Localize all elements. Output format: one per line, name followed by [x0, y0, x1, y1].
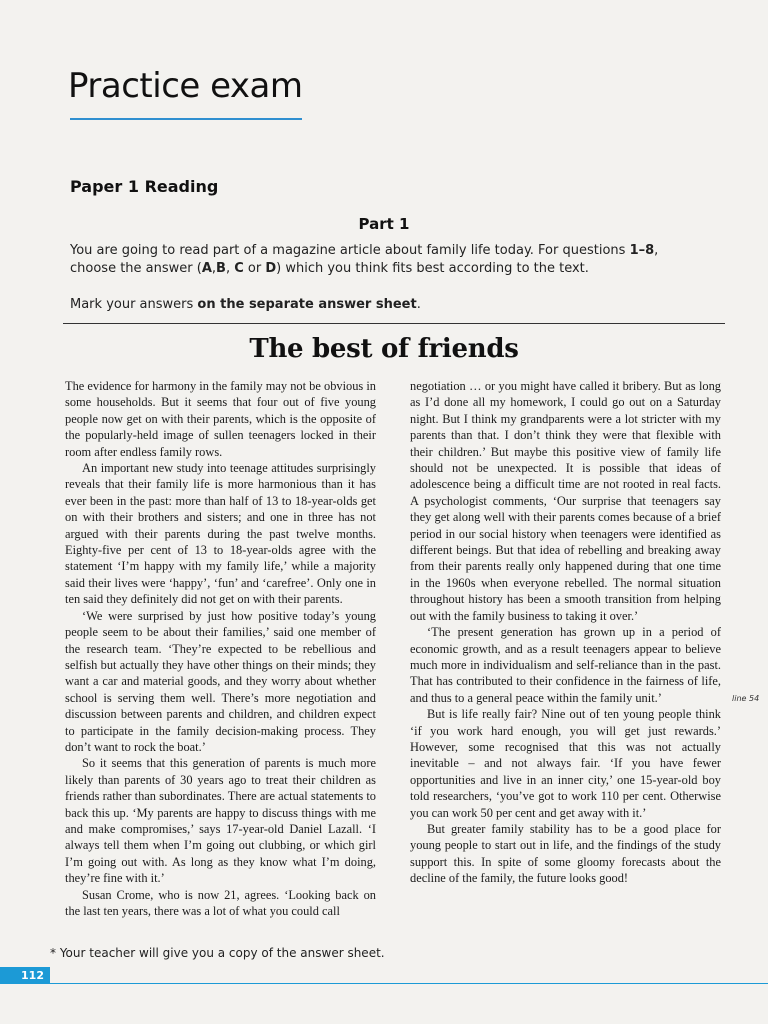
page-number: 112 [0, 967, 50, 984]
option-d: D [265, 261, 277, 276]
article-paragraph: ‘We were surprised by just how positive today’s young people seem to be about their families,’ said one member of the research team. ‘They’re expected to be rebellious and selfish but actually they have other things on their minds; they want a car and material goods, and they worry about whether school is serving them well. There’s more negotiation and discussion between parents and children, and children expect to participate in the family decision-making process. They don’t want to rock the boat.’ [65, 608, 376, 754]
article-paragraph: ‘The present generation has grown up in a period of economic growth, and as a result teenagers appear to believe much more in individualism and self-reliance than in the past. That has contributed to their confidence in the fairness of life, and thus to a general peace within the family unit.’ [410, 625, 721, 705]
option-c: C [234, 261, 244, 276]
option-b: B [216, 261, 226, 276]
title-underline [70, 118, 302, 120]
option-a: A [201, 261, 212, 276]
article-paragraph: The evidence for harmony in the family may not be obvious in some households. But it seems that four out of five young people now get on with their parents, which is the opposite of the popularly-held image of sullen teenagers locked in their room after endless family rows. [65, 379, 376, 459]
instructions-text: You are going to read part of a magazine article about family life today. For questions [70, 243, 630, 258]
mark-answers-note: Mark your answers on the separate answer sheet. [70, 297, 421, 312]
article-title: The best of friends [249, 334, 519, 364]
article-paragraph: But greater family stability has to be a good place for young people to start out in life, and the findings of the study support this. In spite of some gloomy forecasts about the decline of the family, the future looks good! [410, 821, 721, 886]
article-paragraph: But is life really fair? Nine out of ten young people think ‘if you work hard enough, you will get just rewards.’ However, some recognised that this was not actually inevitable – and not always fair. ‘If you have fewer opportunities and live in an inner city,’ one 15-year-old boy told researchers, ‘you’ve got to work 110 per cent. Otherwise you can work 50 per cent and get away with it.’ [410, 707, 721, 820]
part-heading: Part 1 [358, 215, 410, 233]
article-paragraph: negotiation … or you might have called it bribery. But as long as I’d done all my homework, I could go out on a Saturday night. But I think my grandparents were a lot stricter with my parents than that. I don’t think they were that flexible with their children.’ But maybe this positive view of family life should not be unexpected. It is possible that ideas of adolescence being a difficult time are not rooted in real facts. A psychologist comments, ‘Our surprise that teenagers say they get along well with their parents comes because of a brief period in our social history when teenagers were identified as different beings. But that idea of rebelling and breaking away from their parents really only happened during that one time in the 1960s when everyone rebelled. The normal situation throughout history has been a smooth transition from helping out with the family business to taking it over.’ [410, 379, 721, 623]
section-divider [63, 323, 725, 324]
article-paragraph: So it seems that this generation of parents is much more likely than parents of 30 years ago to treat their children as friends rather than subordinates. There are actual statements to back this up. ‘My parents are happy to discuss things with me and make compromises,’ says 17-year-old Daniel Lazall. ‘I always tell them when I’m going out clubbing, or which girl I’m going out with. As long as they know what I’m doing, they’re fine with it.’ [65, 756, 376, 886]
paper-heading: Paper 1 Reading [70, 177, 219, 196]
article-left-column [65, 378, 376, 919]
article-paragraph: Susan Crome, who is now 21, agrees. ‘Looking back on the last ten years, there was a lot of what you could call [65, 887, 376, 918]
instructions: You are going to read part of a magazine article about family life today. For questions 1–8, choose the answer (A,B, C or D) which you think fits best according to the text. [70, 243, 659, 276]
line-reference: line 54 [732, 694, 760, 703]
article-paragraph: An important new study into teenage attitudes surprisingly reveals that their family life is more harmonious than it has ever been in the past: more than half of 13 to 18-year-olds get on with their brothers and sisters; and one in three has not argued with their parents during the past twelve months. Eighty-five per cent of 13 to 18-year-olds agree with the statement ‘I’m happy with my family life,’ while a majority said their lives were ‘happy’, ‘fun’ and ‘carefree’. Only one in ten said they definitely did not get on with their parents. [65, 461, 376, 607]
page-title: Practice exam [68, 66, 303, 106]
footnote: * Your teacher will give you a copy of the answer sheet. [50, 946, 385, 960]
question-range: 1–8 [629, 243, 655, 258]
footer-rule [50, 983, 768, 984]
answer-sheet-emphasis: on the separate answer sheet [197, 297, 417, 312]
article-right-column [410, 378, 721, 887]
